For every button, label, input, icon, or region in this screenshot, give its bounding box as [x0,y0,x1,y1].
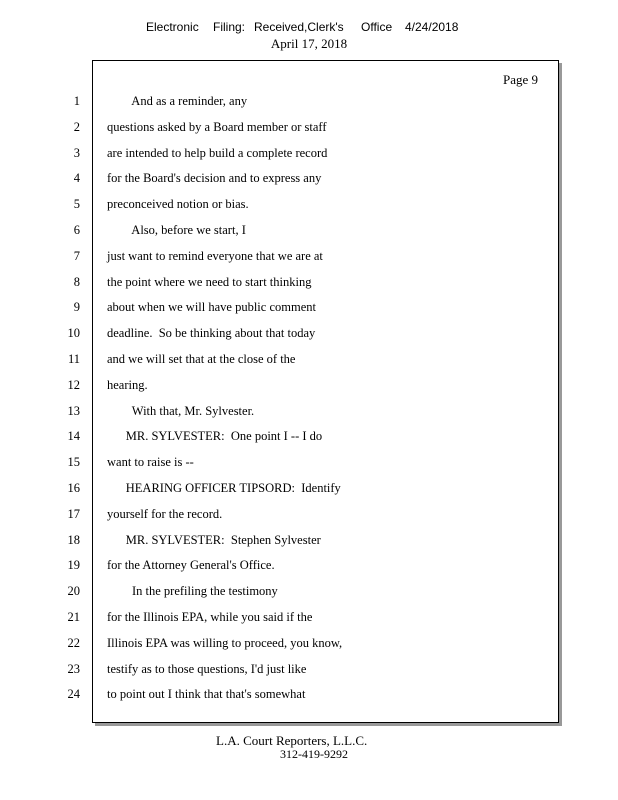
line-number: 15 [67,455,80,470]
line-number: 13 [67,403,80,418]
line-number: 14 [67,429,80,444]
transcript-line: deadline. So be thinking about that today [107,326,316,341]
transcript-line: want to raise is -- [107,455,194,470]
line-number: 24 [67,687,80,702]
transcript-line: for the Board's decision and to express any [107,171,322,186]
footer-phone: 312-419-9292 [280,747,348,761]
page-number: Page 9 [503,72,539,87]
line-number: 6 [73,223,80,237]
line-number: 4 [73,171,80,186]
transcript-line: Also, before we start, I [107,223,246,237]
line-number: 3 [73,145,80,160]
footer-company: L.A. Court Reporters, L.L.C. [216,733,368,748]
filing-header [0,20,618,36]
header-date-stamp: 4/24/2018 [405,20,459,34]
line-number: 10 [67,326,80,341]
line-number: 23 [67,661,80,676]
transcript-line: about when we will have public comment [107,300,316,315]
line-number: 8 [73,274,80,289]
line-number: 1 [73,94,80,108]
transcript-line: to point out I think that that's somewhat [107,687,306,702]
line-number: 16 [67,481,80,495]
line-number: 9 [73,300,80,315]
header-word-electronic: Electronic [146,20,199,34]
transcript-line: MR. SYLVESTER: One point I -- I do [107,429,323,444]
transcript-line: questions asked by a Board member or staff [107,119,327,134]
transcript-line: for the Attorney General's Office. [107,558,275,573]
header-word-filing: Filing: [213,20,246,34]
transcript-line: hearing. [107,377,148,392]
transcript-line: just want to remind everyone that we are at [107,248,323,263]
transcript-line: And as a reminder, any [107,94,248,108]
line-number: 2 [73,119,80,134]
line-number: 19 [67,558,80,573]
line-number: 12 [67,377,80,392]
transcript-line: With that, Mr. Sylvester. [107,403,255,418]
line-number: 17 [67,506,80,521]
header-word-office: Office [361,20,393,34]
transcript-line: In the prefiling the testimony [107,584,278,599]
line-number: 18 [67,532,80,547]
line-number: 11 [67,352,80,366]
line-number: 5 [73,197,80,212]
transcript-line: yourself for the record. [107,506,223,521]
transcript-line: HEARING OFFICER TIPSORD: Identify [107,481,341,495]
transcript-line: testify as to those questions, I'd just like [107,661,307,676]
transcript-line: preconceived notion or bias. [107,197,249,212]
transcript-line: and we will set that at the close of the [107,352,296,366]
line-number: 21 [67,610,80,624]
transcript-line: Illinois EPA was willing to proceed, you know, [107,635,343,650]
line-number: 22 [67,635,80,650]
hearing-date: April 17, 2018 [270,36,348,51]
header-word-received: Received,Clerk's [254,20,344,34]
transcript-line: MR. SYLVESTER: Stephen Sylvester [107,532,321,547]
transcript-line: the point where we need to start thinking [107,274,312,289]
line-number: 20 [67,584,80,599]
line-number: 7 [73,248,80,263]
transcript-line: are intended to help build a complete record [107,145,328,160]
transcript-line: for the Illinois EPA, while you said if the [107,610,313,624]
